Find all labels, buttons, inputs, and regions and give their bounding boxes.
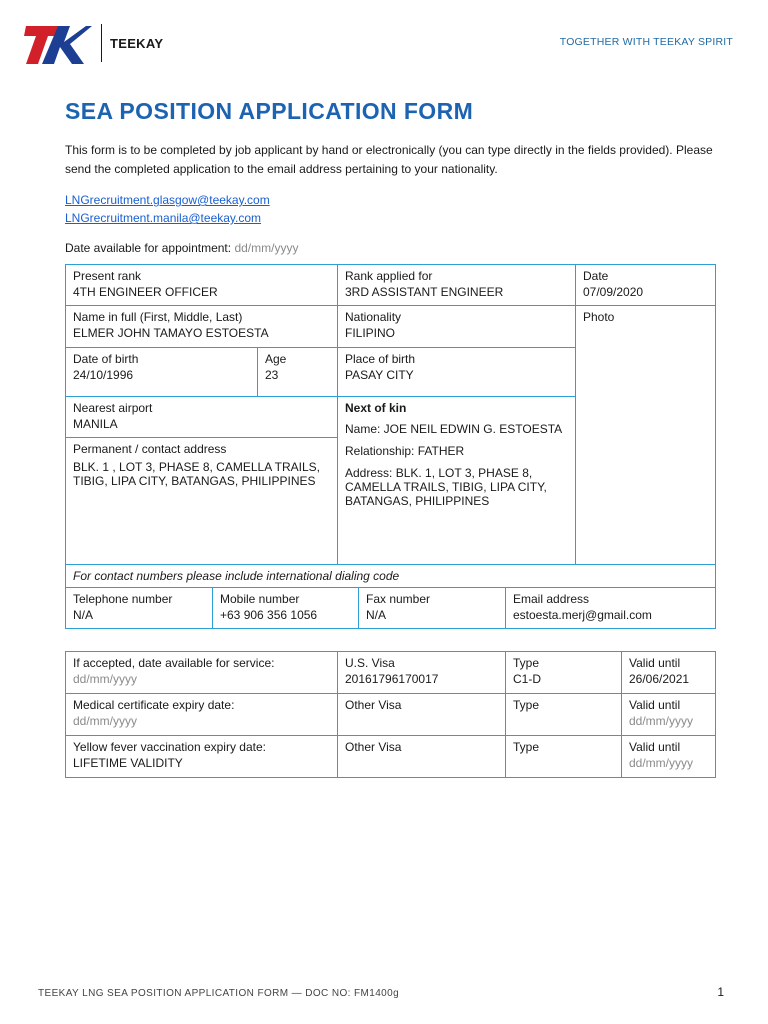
date-available-label: Date available for appointment: <box>65 241 232 255</box>
tagline: TOGETHER WITH TEEKAY SPIRIT <box>559 36 733 48</box>
next-of-kin-cell <box>337 396 576 565</box>
form-intro: This form is to be completed by job applicant by hand or electronically (you can type directly in the fields provided). Please send the completed application to the email address pertaining to your nationality. <box>65 143 713 176</box>
yellow-fever-cell <box>65 735 338 778</box>
other-visa-2-valid-label: Valid until <box>629 740 681 754</box>
rank-applied-label: Rank applied for <box>345 269 433 283</box>
page-number: 1 <box>717 985 724 999</box>
yellow-fever-field[interactable]: LIFETIME VALIDITY <box>73 756 183 770</box>
address-cell <box>65 437 338 565</box>
dob-field[interactable]: 24/10/1996 <box>73 368 134 382</box>
email-link-glasgow[interactable]: LNGrecruitment.glasgow@teekay.com <box>65 193 270 207</box>
us-visa-valid-cell <box>621 651 716 694</box>
date-cell <box>575 264 716 306</box>
other-visa-1-label: Other Visa <box>345 698 402 712</box>
us-visa-valid-field[interactable]: 26/06/2021 <box>629 672 690 686</box>
age-cell <box>257 347 338 397</box>
nationality-field[interactable]: FILIPINO <box>345 326 396 340</box>
telephone-field[interactable]: N/A <box>73 608 94 622</box>
nationality-label: Nationality <box>345 310 402 324</box>
kin-relationship-field[interactable]: Relationship: FATHER <box>345 444 465 458</box>
mobile-cell <box>212 587 359 629</box>
full-name-label: Name in full (First, Middle, Last) <box>73 310 243 324</box>
us-visa-label: U.S. Visa <box>345 656 395 670</box>
other-visa-2-type-label: Type <box>513 740 540 754</box>
telephone-cell <box>65 587 213 629</box>
yellow-fever-label: Yellow fever vaccination expiry date: <box>73 740 266 754</box>
email-cell <box>505 587 716 629</box>
other-visa-2-type-cell[interactable] <box>505 735 622 778</box>
form-title: SEA POSITION APPLICATION FORM <box>65 98 474 124</box>
us-visa-type-label: Type <box>513 656 540 670</box>
us-visa-type-cell <box>505 651 622 694</box>
rank-applied-cell <box>337 264 576 306</box>
kin-address-field[interactable]: Address: BLK. 1, LOT 3, PHASE 8, CAMELLA TRAILS, TIBIG, LIPA CITY, BATANGAS, PHILIPPINES <box>345 466 547 508</box>
date-field[interactable]: 07/09/2020 <box>583 285 644 299</box>
photo-cell[interactable] <box>575 305 716 565</box>
brand-name: TEEKAY <box>110 36 164 51</box>
date-available-row <box>65 241 298 255</box>
other-visa-1-type-cell[interactable] <box>505 693 622 736</box>
other-visa-2-valid-cell <box>621 735 716 778</box>
present-rank-field[interactable]: 4TH ENGINEER OFFICER <box>73 285 218 299</box>
service-date-field[interactable]: dd/mm/yyyy <box>73 672 138 686</box>
footer-doc-line: TEEKAY LNG SEA POSITION APPLICATION FORM — DOC NO: FM1400g <box>38 988 400 999</box>
airport-field[interactable]: MANILA <box>73 417 118 431</box>
fax-label: Fax number <box>366 592 431 606</box>
medical-field[interactable]: dd/mm/yyyy <box>73 714 138 728</box>
mobile-label: Mobile number <box>220 592 300 606</box>
other-visa-2-valid-field[interactable]: dd/mm/yyyy <box>629 756 694 770</box>
dob-cell <box>65 347 258 397</box>
telephone-label: Telephone number <box>73 592 173 606</box>
other-visa-1-valid-field[interactable]: dd/mm/yyyy <box>629 714 694 728</box>
full-name-cell <box>65 305 338 348</box>
service-date-label: If accepted, date available for service: <box>73 656 275 670</box>
full-name-field[interactable]: ELMER JOHN TAMAYO ESTOESTA <box>73 326 269 340</box>
date-available-field[interactable]: dd/mm/yyyy <box>234 241 299 255</box>
rank-applied-field[interactable]: 3RD ASSISTANT ENGINEER <box>345 285 504 299</box>
contact-note: For contact numbers please include international dialing code <box>65 564 716 588</box>
address-field[interactable]: BLK. 1 , LOT 3, PHASE 8, CAMELLA TRAILS, TIBIG, LIPA CITY, BATANGAS, PHILIPPINES <box>73 460 321 488</box>
age-label: Age <box>265 352 287 366</box>
email-link-manila[interactable]: LNGrecruitment.manila@teekay.com <box>65 211 262 225</box>
next-of-kin-label: Next of kin <box>345 401 407 415</box>
other-visa-2-cell[interactable] <box>337 735 506 778</box>
photo-label: Photo <box>583 310 615 324</box>
logo-divider <box>101 24 102 62</box>
age-field[interactable]: 23 <box>265 368 279 382</box>
us-visa-cell <box>337 651 506 694</box>
fax-field[interactable]: N/A <box>366 608 387 622</box>
other-visa-2-label: Other Visa <box>345 740 402 754</box>
email-field[interactable]: estoesta.merj@gmail.com <box>513 608 652 622</box>
date-label: Date <box>583 269 609 283</box>
mobile-field[interactable]: +63 906 356 1056 <box>220 608 318 622</box>
kin-name-field[interactable]: Name: JOE NEIL EDWIN G. ESTOESTA <box>345 422 563 436</box>
airport-cell <box>65 396 338 438</box>
teekay-logo <box>24 22 92 66</box>
pob-label: Place of birth <box>345 352 416 366</box>
airport-label: Nearest airport <box>73 401 153 415</box>
pob-cell <box>337 347 576 397</box>
medical-cell <box>65 693 338 736</box>
other-visa-1-valid-cell <box>621 693 716 736</box>
pob-field[interactable]: PASAY CITY <box>345 368 414 382</box>
us-visa-type-field[interactable]: C1-D <box>513 672 542 686</box>
nationality-cell <box>337 305 576 348</box>
other-visa-1-cell[interactable] <box>337 693 506 736</box>
us-visa-valid-label: Valid until <box>629 656 681 670</box>
page-header <box>0 0 768 80</box>
email-label: Email address <box>513 592 590 606</box>
address-label: Permanent / contact address <box>73 442 227 456</box>
other-visa-1-type-label: Type <box>513 698 540 712</box>
service-date-cell <box>65 651 338 694</box>
fax-cell <box>358 587 506 629</box>
present-rank-cell <box>65 264 338 306</box>
present-rank-label: Present rank <box>73 269 142 283</box>
us-visa-field[interactable]: 20161796170017 <box>345 672 439 686</box>
dob-label: Date of birth <box>73 352 139 366</box>
other-visa-1-valid-label: Valid until <box>629 698 681 712</box>
medical-label: Medical certificate expiry date: <box>73 698 235 712</box>
